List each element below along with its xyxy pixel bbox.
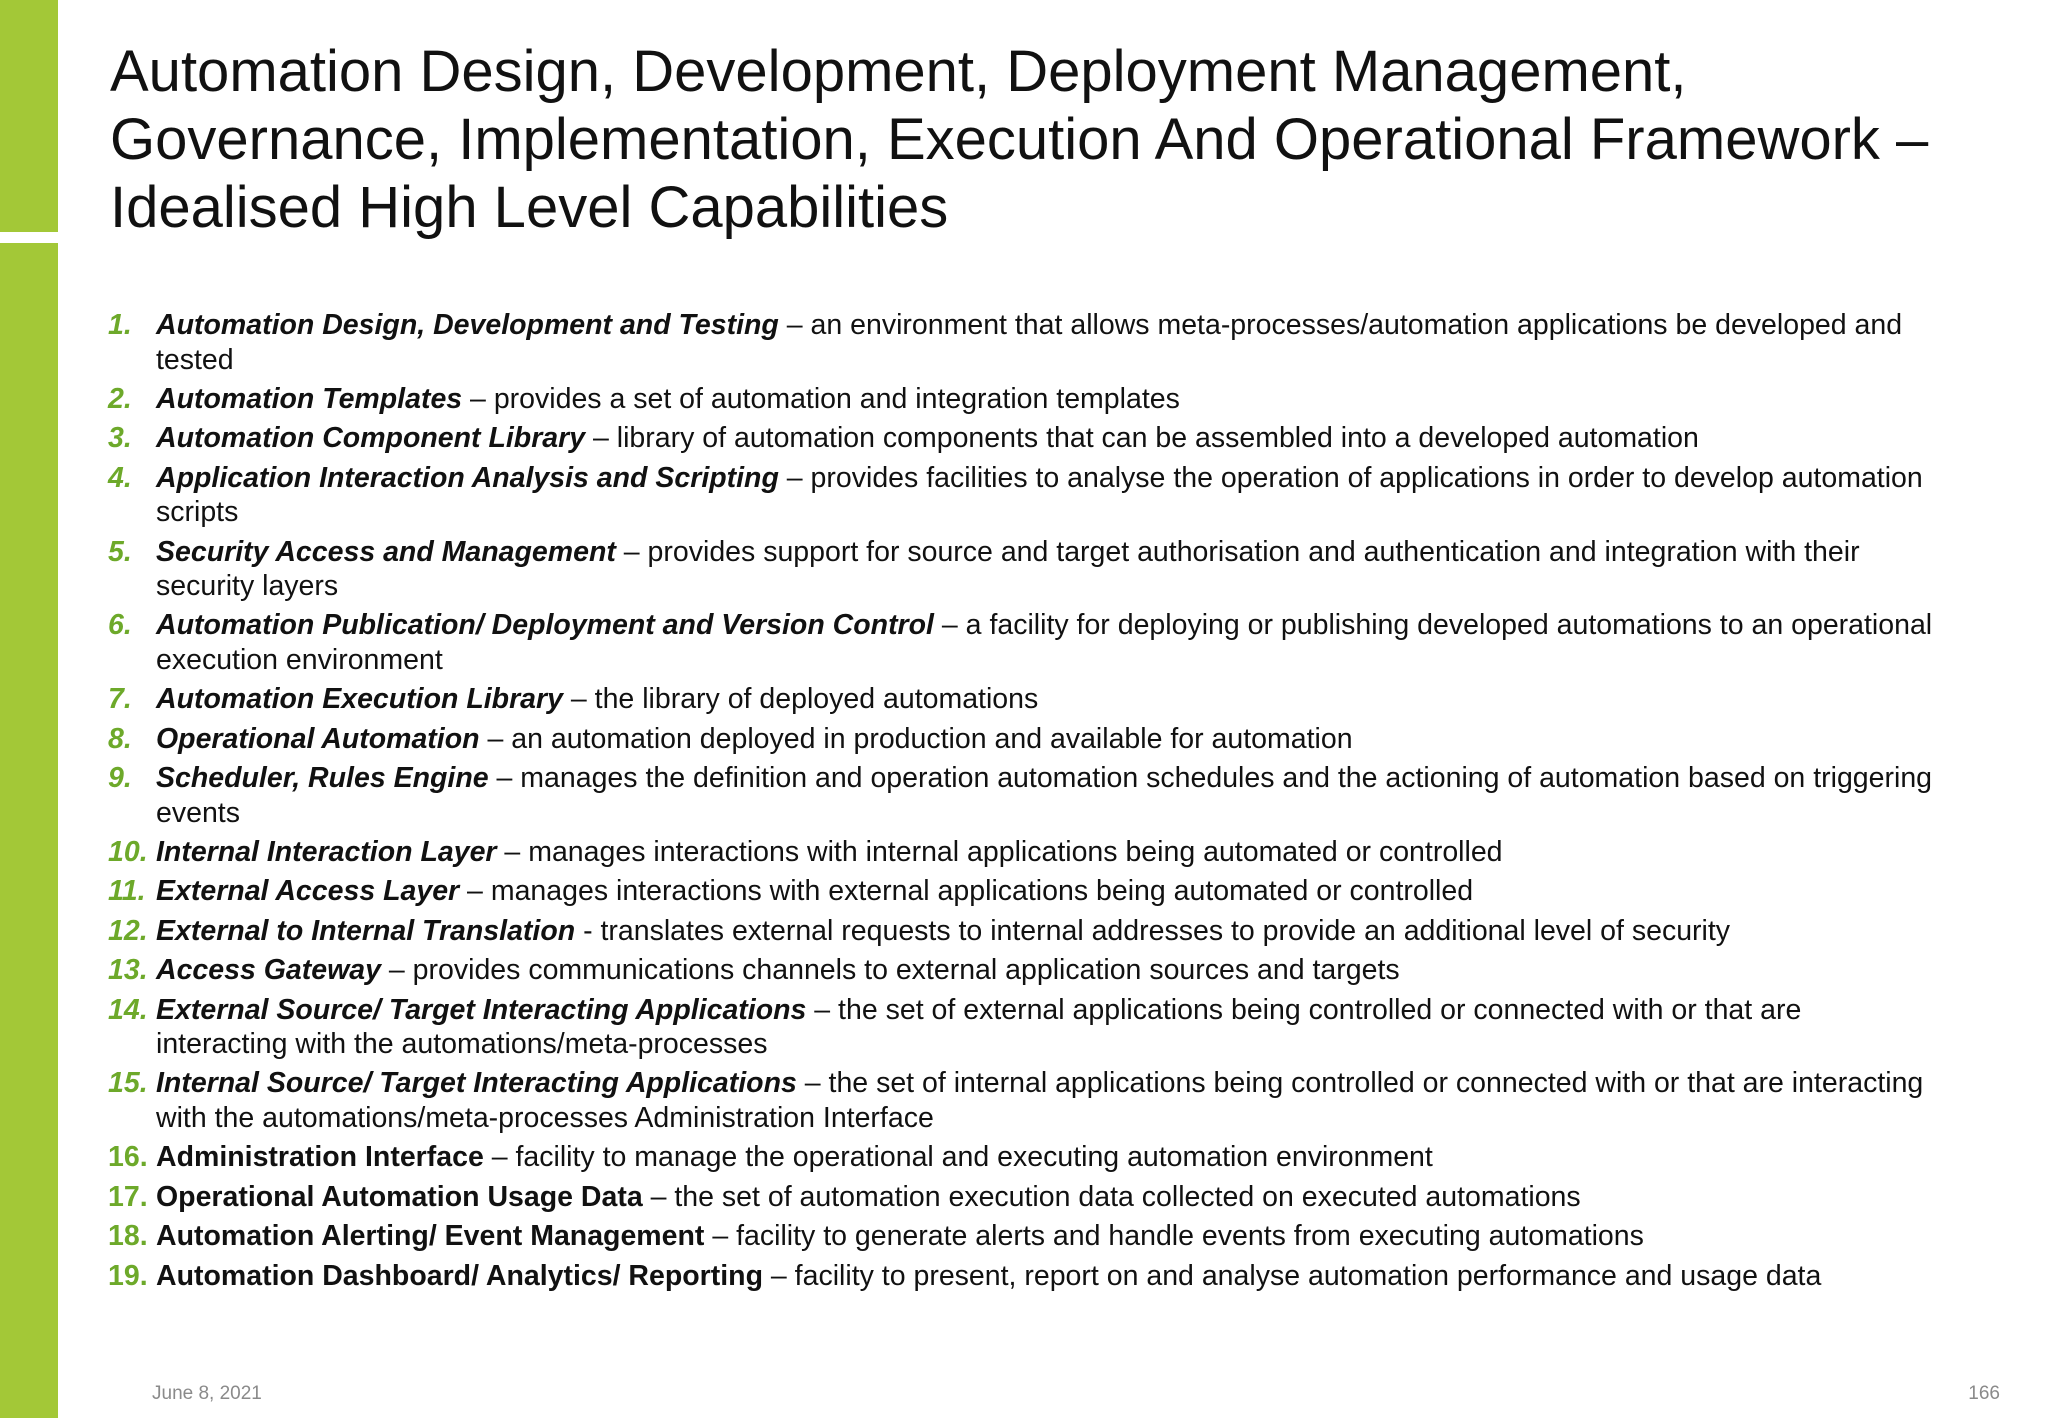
item-description: – provides support for source and target authorisation and authentication and integration with their security layers bbox=[156, 535, 1860, 603]
item-number: 7. bbox=[108, 683, 132, 716]
list-item bbox=[108, 835, 1938, 870]
item-number: 16. bbox=[108, 1141, 148, 1174]
item-term: Administration Interface bbox=[156, 1141, 484, 1174]
list-item bbox=[108, 1259, 1938, 1294]
list-item bbox=[108, 382, 1938, 417]
item-description: – an environment that allows meta-processes/automation applications be developed and tested bbox=[156, 309, 1903, 376]
item-content bbox=[156, 1140, 1938, 1175]
item-description: – facility to present, report on and analyse automation performance and usage data bbox=[763, 1259, 1822, 1292]
item-description: – manages the definition and operation automation schedules and the actioning of automation based on triggering events bbox=[156, 762, 1933, 829]
list-item bbox=[108, 308, 1938, 377]
item-description: – the set of external applications being controlled or connected with or that are interacting with the automations/meta-processes bbox=[156, 993, 1802, 1061]
list-item bbox=[108, 682, 1938, 717]
page-number: 166 bbox=[1968, 1383, 2000, 1404]
list-item bbox=[108, 1140, 1938, 1175]
item-term: Operational Automation Usage Data bbox=[156, 1180, 643, 1213]
item-number: 10. bbox=[108, 836, 148, 869]
item-description: – the set of internal applications being controlled or connected with or that are interacting with the automations/meta-processes Administration Interface bbox=[156, 1067, 1924, 1134]
list-item bbox=[108, 461, 1938, 530]
item-number: 12. bbox=[108, 914, 148, 947]
item-description: – provides communications channels to external application sources and targets bbox=[380, 954, 1400, 987]
item-description: – an automation deployed in production and available for automation bbox=[479, 722, 1353, 755]
item-description: - translates external requests to internal addresses to provide an additional level of security bbox=[575, 914, 1731, 947]
item-number: 6. bbox=[108, 609, 132, 642]
item-content bbox=[156, 835, 1938, 870]
item-content bbox=[156, 1259, 1938, 1294]
item-term: Operational Automation bbox=[156, 722, 480, 755]
item-description: – provides a set of automation and integration templates bbox=[462, 382, 1180, 415]
item-term: Automation Templates bbox=[156, 382, 463, 415]
item-number: 8. bbox=[108, 722, 132, 755]
item-number: 4. bbox=[108, 461, 132, 494]
list-item bbox=[108, 1066, 1938, 1135]
item-term: External to Internal Translation bbox=[156, 914, 576, 947]
item-content bbox=[156, 682, 1938, 717]
item-description: – library of automation components that can be assembled into a developed automation bbox=[585, 422, 1699, 455]
item-term: Scheduler, Rules Engine bbox=[156, 762, 489, 795]
item-content bbox=[156, 914, 1938, 949]
capability-list bbox=[108, 308, 1938, 1298]
item-number: 15. bbox=[108, 1067, 148, 1100]
item-content bbox=[156, 461, 1938, 530]
item-number: 14. bbox=[108, 993, 148, 1026]
list-item bbox=[108, 914, 1938, 949]
item-content bbox=[156, 1066, 1938, 1135]
footer-date: June 8, 2021 bbox=[152, 1383, 262, 1404]
item-description: – manages interactions with external applications being automated or controlled bbox=[459, 875, 1474, 908]
item-number: 2. bbox=[108, 382, 132, 415]
item-content bbox=[156, 993, 1938, 1062]
item-description: – provides facilities to analyse the operation of applications in order to develop automation scripts bbox=[156, 461, 1923, 529]
item-term: Access Gateway bbox=[156, 954, 381, 987]
item-term: External Access Layer bbox=[156, 875, 460, 908]
item-number: 13. bbox=[108, 954, 148, 987]
item-number: 5. bbox=[108, 535, 132, 568]
item-content bbox=[156, 535, 1938, 604]
list-item bbox=[108, 421, 1938, 456]
list-item bbox=[108, 1219, 1938, 1254]
item-content bbox=[156, 1180, 1938, 1215]
item-content bbox=[156, 421, 1938, 456]
item-content bbox=[156, 874, 1938, 909]
list-item bbox=[108, 1180, 1938, 1215]
item-number: 11. bbox=[108, 875, 146, 908]
item-term: Automation Component Library bbox=[156, 422, 586, 455]
item-content bbox=[156, 722, 1938, 757]
item-number: 18. bbox=[108, 1220, 148, 1253]
item-term: Automation Design, Development and Testing bbox=[156, 309, 779, 341]
item-description: – the library of deployed automations bbox=[562, 683, 1039, 716]
item-term: Internal Interaction Layer bbox=[156, 836, 497, 869]
item-number: 19. bbox=[108, 1259, 148, 1292]
item-content bbox=[156, 953, 1938, 988]
item-content bbox=[156, 308, 1938, 377]
list-item bbox=[108, 535, 1938, 604]
item-content bbox=[156, 382, 1938, 417]
list-item bbox=[108, 722, 1938, 757]
item-term: Application Interaction Analysis and Scripting bbox=[156, 461, 779, 494]
item-term: External Source/ Target Interacting Applications bbox=[156, 993, 807, 1026]
list-item bbox=[108, 993, 1938, 1062]
item-description: – manages interactions with internal applications being automated or controlled bbox=[496, 836, 1503, 869]
item-description: – facility to manage the operational and executing automation environment bbox=[483, 1141, 1433, 1174]
item-content bbox=[156, 761, 1938, 830]
item-term: Automation Publication/ Deployment and Version Control bbox=[156, 609, 934, 642]
item-number: 17. bbox=[108, 1180, 148, 1213]
list-item bbox=[108, 761, 1938, 830]
item-description: – the set of automation execution data collected on executed automations bbox=[642, 1180, 1581, 1213]
item-number: 9. bbox=[108, 762, 132, 795]
item-content bbox=[156, 608, 1938, 677]
item-term: Automation Alerting/ Event Management bbox=[156, 1220, 705, 1253]
list-item bbox=[108, 608, 1938, 677]
accent-bar-bottom bbox=[0, 243, 58, 1418]
list-item bbox=[108, 874, 1938, 909]
item-term: Automation Dashboard/ Analytics/ Reporting bbox=[156, 1259, 763, 1292]
item-term: Security Access and Management bbox=[156, 535, 616, 568]
item-description: – facility to generate alerts and handle events from executing automations bbox=[704, 1220, 1644, 1253]
accent-bar-top bbox=[0, 0, 58, 232]
item-term: Automation Execution Library bbox=[156, 683, 563, 716]
item-content bbox=[156, 1219, 1938, 1254]
item-description: – a facility for deploying or publishing developed automations to an operational execution environment bbox=[156, 609, 1933, 676]
item-number: 1. bbox=[108, 309, 132, 341]
list-item bbox=[108, 953, 1938, 988]
slide-title: Automation Design, Development, Deployment Management, Governance, Implementation, Execution And Operational Framework – Idealised High Level Capabilities bbox=[110, 39, 1929, 240]
item-term: Internal Source/ Target Interacting Applications bbox=[156, 1067, 797, 1100]
item-number: 3. bbox=[108, 422, 132, 455]
